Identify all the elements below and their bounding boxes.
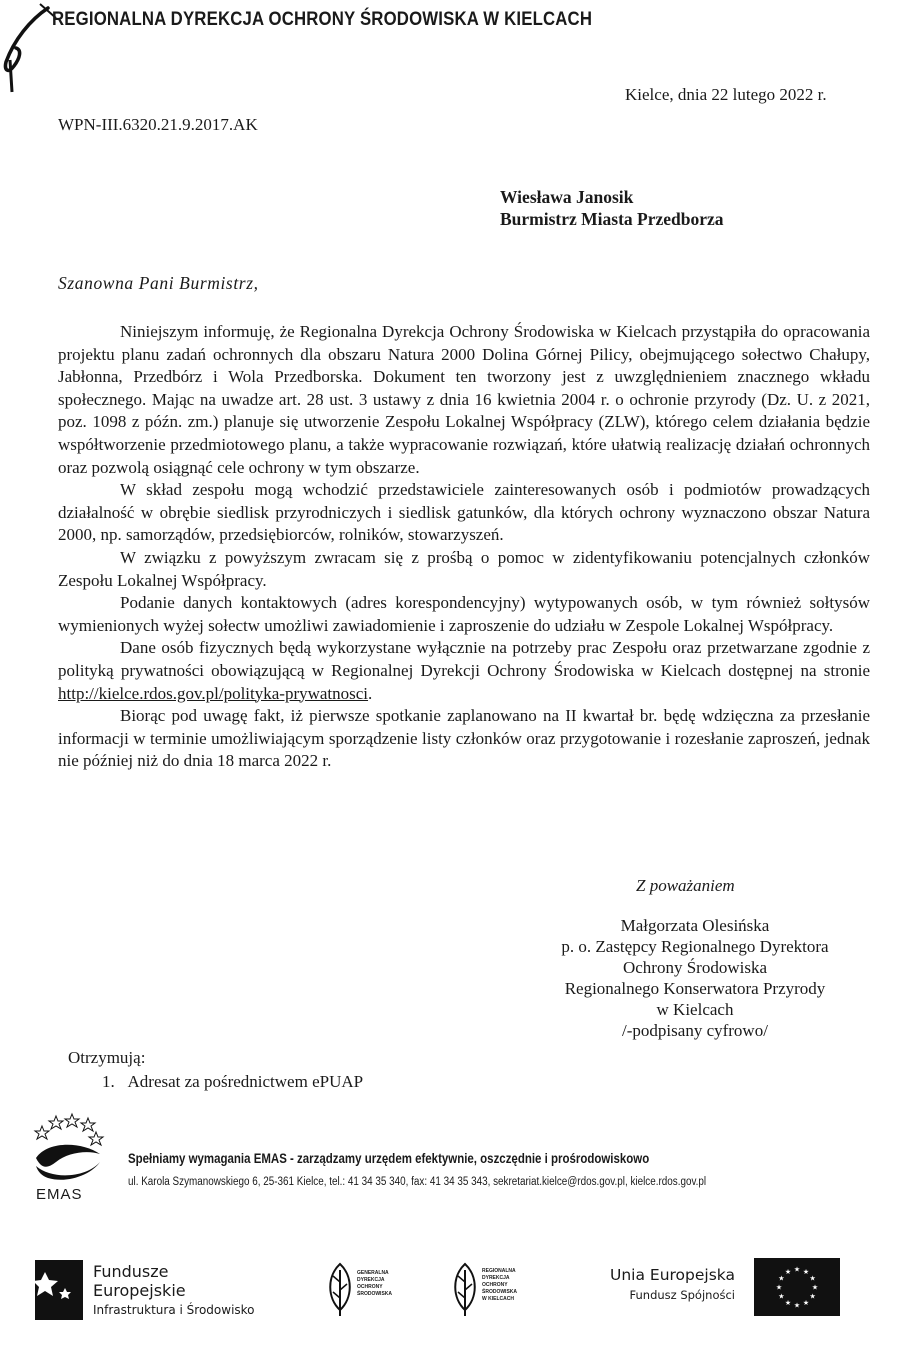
fundusze-europejskie-text xyxy=(93,1262,255,1317)
emblem-text: W KIELCACH xyxy=(482,1296,514,1302)
eu-star-icon: ★ xyxy=(809,1274,816,1283)
salutation: Szanowna Pani Burmistrz, xyxy=(58,273,259,293)
eu-fund: Fundusz Spójności xyxy=(629,1288,735,1302)
emblem-text: OCHRONY xyxy=(357,1284,383,1290)
emblem-text: OCHRONY xyxy=(482,1282,508,1288)
recipients-item xyxy=(68,1070,363,1094)
emblem-text: REGIONALNA xyxy=(482,1268,516,1274)
recipients-list xyxy=(68,1046,363,1094)
emas-logo-icon xyxy=(28,1110,108,1222)
emblem-text: DYREKCJA xyxy=(482,1275,510,1281)
item-number: 1. xyxy=(102,1072,115,1091)
body-paragraph: Biorąc pod uwagę fakt, iż pierwsze spotkanie zaplanowano na II kwartał br. będę wdzięczna za przesłanie informacji w terminie umożliwiającym sporządzenie listy członków oraz przygotowanie i rozesłanie zaproszeń, jednak nie później niż do dnia 18 marca 2022 r. xyxy=(58,706,870,771)
fe-line: Europejskie xyxy=(93,1281,186,1300)
signature-line: Regionalnego Konserwatora Przyrody xyxy=(564,979,826,998)
eu-star-icon: ★ xyxy=(784,1267,792,1276)
gdos-emblem xyxy=(325,1262,400,1318)
recipient-name: Wiesława Janosik xyxy=(500,187,634,207)
emblem-text: ŚRODOWISKA xyxy=(357,1291,392,1297)
emas-label: EMAS xyxy=(36,1186,83,1203)
eu-star-icon: ★ xyxy=(793,1301,801,1310)
signature-line: Ochrony Środowiska xyxy=(622,958,767,977)
privacy-text-end: . xyxy=(368,683,373,703)
recipients-heading: Otrzymują: xyxy=(68,1048,146,1067)
eu-star-icon: ★ xyxy=(802,1299,810,1308)
institution-title: REGIONALNA DYREKCJA OCHRONY ŚRODOWISKA W KIELCACH xyxy=(52,8,593,30)
leaf-icon xyxy=(450,1262,480,1318)
letter-date: Kielce, dnia 22 lutego 2022 r. xyxy=(625,85,827,104)
eu-flag-icon xyxy=(754,1258,840,1316)
eu-text xyxy=(575,1266,735,1302)
signature-line: /-podpisany cyfrowo/ xyxy=(622,1021,768,1040)
eu-star-icon: ★ xyxy=(775,1283,783,1292)
fe-line: Fundusze xyxy=(93,1262,169,1281)
signature-line: Małgorzata Olesińska xyxy=(620,916,770,935)
privacy-paragraph xyxy=(58,637,870,705)
signature-line: p. o. Zastępcy Regionalnego Dyrektora xyxy=(561,937,829,956)
emblem-text: DYREKCJA xyxy=(357,1277,385,1283)
closing: Z poważaniem xyxy=(636,876,735,895)
eu-star-icon: ★ xyxy=(793,1265,801,1274)
case-number: WPN-III.6320.21.9.2017.AK xyxy=(58,115,258,134)
eu-star-icon: ★ xyxy=(778,1292,785,1301)
body-paragraph: Podanie danych kontaktowych (adres korespondencyjny) wytypowanych osób, w tym również sołtysów wymienionych wyżej sołectw umożliwi zawiadomienie i zaproszenie do udziału w Zespole Lokalnej Współpracy. xyxy=(58,593,870,635)
rdos-emblem xyxy=(450,1262,525,1318)
recipient-block xyxy=(500,186,724,230)
privacy-text: Dane osób fizycznych będą wykorzystane wyłącznie na potrzeby prac Zespołu oraz przetwarzane zgodnie z polityką prywatności obowiązującą w Regionalnej Dyrekcji Ochrony Środowiska w Kielcach dostępnej na stronie xyxy=(58,638,870,680)
body-paragraph: W związku z powyższym zwracam się z prośbą o pomoc w zidentyfikowaniu potencjalnych członków Zespołu Lokalnej Współpracy. xyxy=(58,547,870,590)
emblem-text: GENERALNA xyxy=(357,1270,389,1276)
signature-block xyxy=(520,915,870,1041)
body-paragraph: W skład zespołu mogą wchodzić przedstawiciele zainteresowanych osób i podmiotów prowadzących działalność w obrębie siedlisk przyrodniczych i siedlisk gatunków, dla których ochrony wyznaczono obszar Natura 2000, np. samorządów, przedsiębiorców, rolników, stowarzyszeń. xyxy=(58,480,870,545)
item-text: Adresat za pośrednictwem ePUAP xyxy=(127,1072,364,1091)
corner-pen-mark xyxy=(0,0,60,100)
eu-name: Unia Europejska xyxy=(610,1266,735,1284)
recipient-title: Burmistrz Miasta Przedborza xyxy=(500,209,724,229)
eu-star-icon: ★ xyxy=(784,1299,792,1308)
eu-star-icon: ★ xyxy=(802,1267,810,1276)
letter-body xyxy=(58,321,870,773)
privacy-policy-link[interactable]: http://kielce.rdos.gov.pl/polityka-prywatnosci xyxy=(58,683,369,703)
eu-star-icon: ★ xyxy=(809,1292,816,1301)
emblem-text: ŚRODOWISKA xyxy=(482,1289,517,1295)
signature-line: w Kielcach xyxy=(656,1000,734,1019)
eu-star-icon: ★ xyxy=(811,1283,819,1292)
leaf-icon xyxy=(325,1262,355,1318)
footer-address: ul. Karola Szymanowskiego 6, 25-361 Kielce, tel.: 41 34 35 340, fax: 41 34 35 343, sekretariat.kielce@rdos.gov.pl, kielce.rdos.gov.pl xyxy=(128,1176,707,1188)
eu-star-icon: ★ xyxy=(778,1274,785,1283)
emas-tagline: Spełniamy wymagania EMAS - zarządzamy urzędem efektywnie, oszczędnie i prośrodowiskowo xyxy=(128,1150,650,1166)
body-paragraph: Niniejszym informuję, że Regionalna Dyrekcja Ochrony Środowiska w Kielcach przystąpiła do opracowania projektu planu zadań ochronnych dla obszaru Natura 2000 Dolina Górnej Pilicy, obejmującego sołectwo Chałupy, Jabłonna, Przedbórz i Wola Przedborska. Dokument ten tworzony jest z uwzględnieniem znacznego wkładu społecznego. Mając na uwadze art. 28 ust. 3 ustawy z dnia 16 kwietnia 2004 r. o ochronie przyrody (Dz. U. z 2021, poz. 1098 z późn. zm.) planuje się utworzenie Zespołu Lokalnej Współpracy (ZLW), którego celem działania będzie współtworzenie przedmiotowego planu, a także wypracowanie rozwiązań, które ułatwią realizację działań ochronnych oraz pozwolą osiągnąć cele ochrony w tym obszarze. xyxy=(58,322,870,477)
fundusze-europejskie-logo-icon xyxy=(35,1260,83,1320)
fe-program: Infrastruktura i Środowisko xyxy=(93,1303,255,1317)
